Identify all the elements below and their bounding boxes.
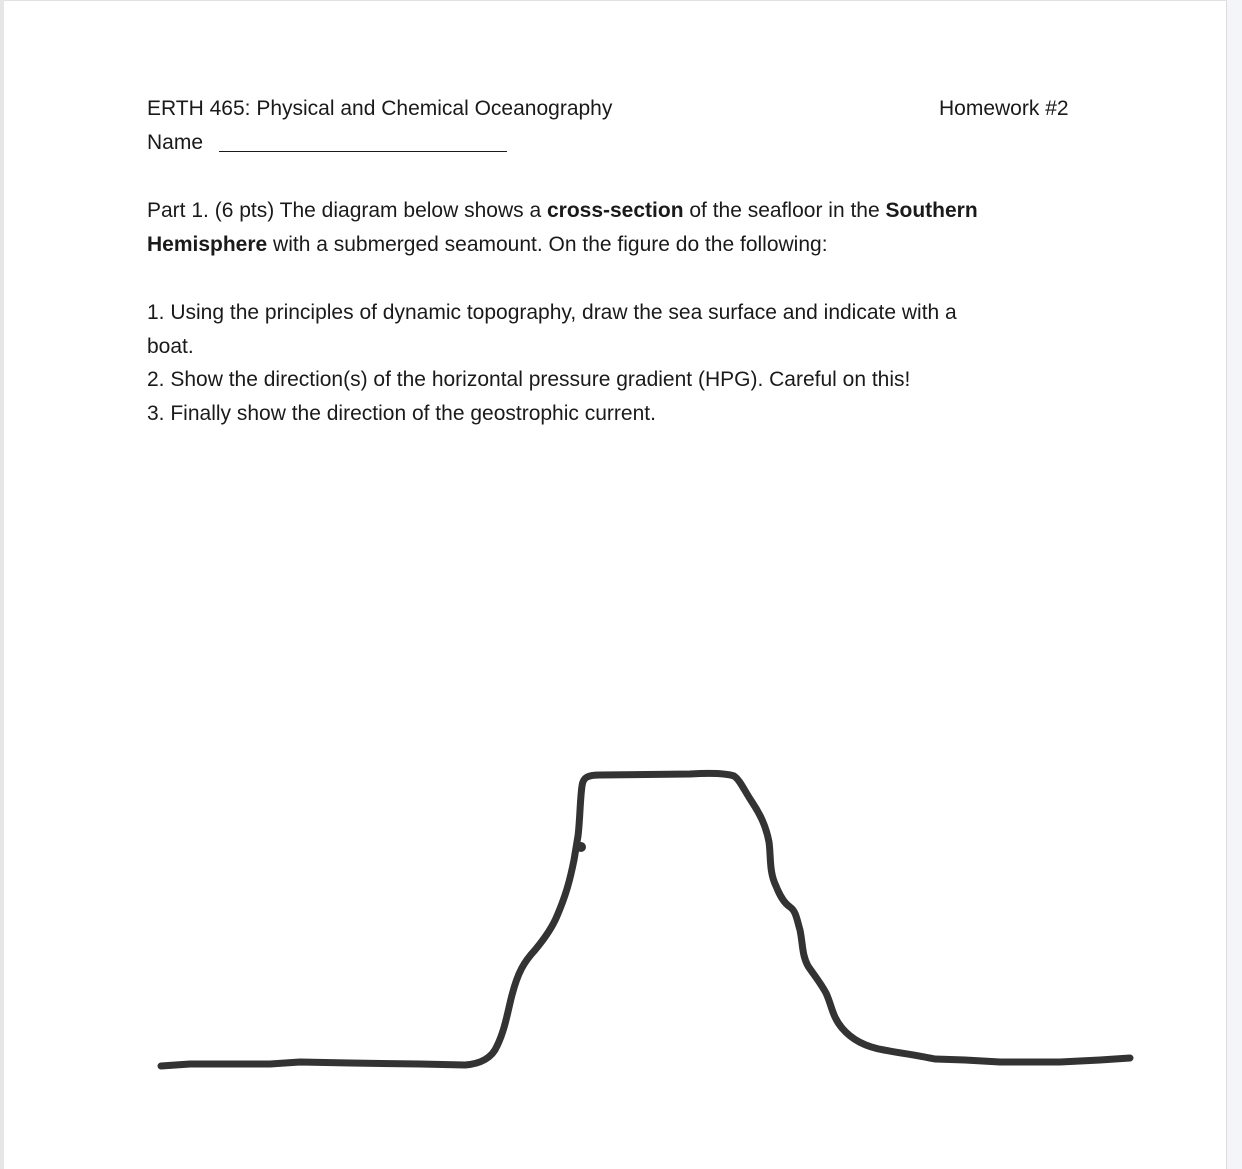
seafloor-profile: [161, 773, 1130, 1066]
instruction-1-line1: 1. Using the principles of dynamic topography, draw the sea surface and indicate with a: [147, 301, 957, 324]
course-title: ERTH 465: Physical and Chemical Oceanography: [147, 97, 613, 120]
part1-prefix: Part 1. (6 pts) The diagram below shows a: [147, 199, 547, 222]
instruction-1-line2: boat.: [147, 335, 194, 358]
part1-bold-southern: Southern: [885, 199, 978, 222]
ink-blob: [576, 842, 586, 852]
part1-bold-cross-section: cross-section: [546, 199, 684, 222]
part1-bold-hemisphere: Hemisphere: [147, 233, 268, 256]
instruction-2: 2. Show the direction(s) of the horizontal pressure gradient (HPG). Careful on this!: [147, 368, 911, 391]
homework-number: Homework #2: [939, 97, 1069, 120]
part1-suffix: with a submerged seamount. On the figure do the following:: [267, 233, 828, 256]
part1-mid: of the seafloor in the: [683, 199, 886, 222]
instruction-3: 3. Finally show the direction of the geostrophic current.: [147, 402, 656, 425]
name-label: Name: [147, 131, 204, 154]
